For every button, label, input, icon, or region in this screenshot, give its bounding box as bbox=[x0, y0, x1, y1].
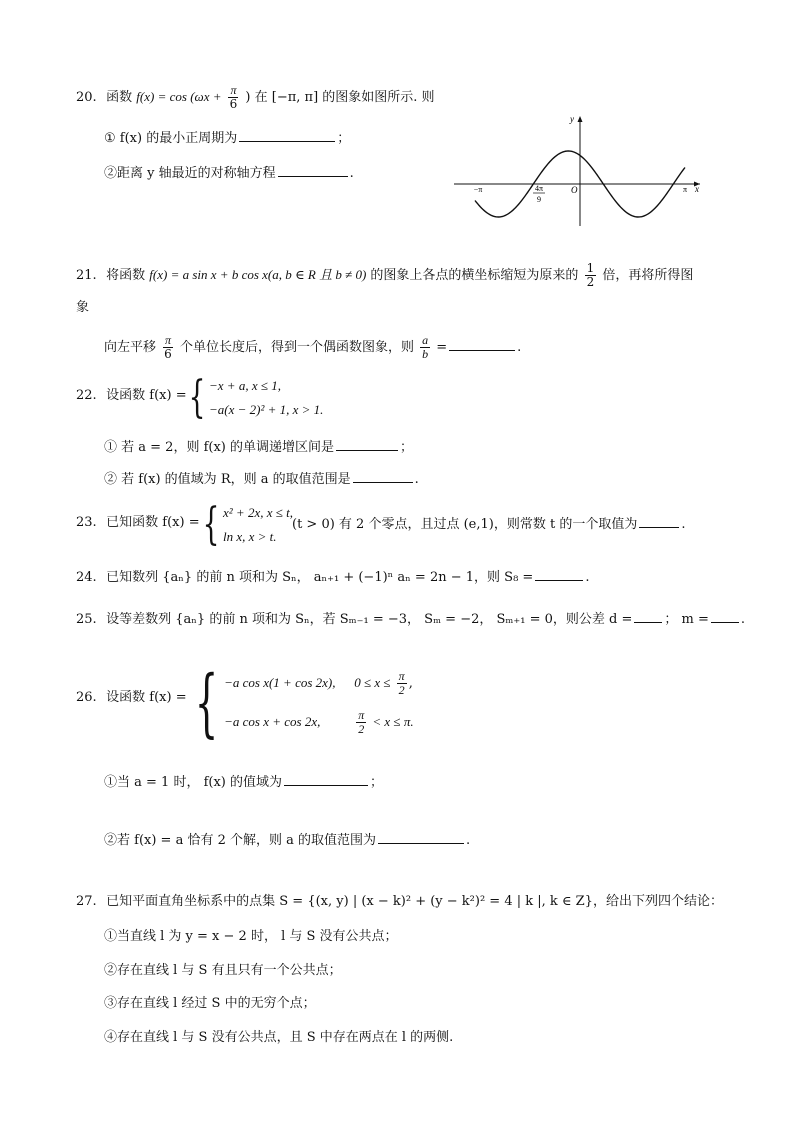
q20-pre: 函数 bbox=[106, 90, 133, 105]
q25-blank-m[interactable] bbox=[711, 609, 739, 623]
q22-pre: 设函数 f(x) = bbox=[106, 388, 187, 403]
q21-number: 21. bbox=[76, 268, 97, 283]
q22-sub2 bbox=[104, 469, 419, 489]
tick-mid-numerator: 4π bbox=[534, 184, 544, 193]
q21-line2-pre: 向左平移 bbox=[104, 340, 157, 355]
q26-cases bbox=[183, 660, 414, 746]
q22-stem bbox=[76, 387, 187, 405]
q20-graph bbox=[450, 112, 710, 232]
q20-post: ) 在 [−π, π] 的图象如图所示. 则 bbox=[245, 90, 435, 105]
tick-right-label: π bbox=[682, 185, 688, 194]
q22-case1: −x + a, x ≤ 1, bbox=[209, 377, 281, 393]
q20-sub1-text: ① f(x) 的最小正周期为 bbox=[104, 131, 238, 146]
q20-sub1-end: ； bbox=[337, 131, 351, 146]
q27-item-2: ②存在直线 l 与 S 有且只有一个公共点； bbox=[104, 963, 342, 978]
q20-sub2 bbox=[104, 163, 354, 183]
q23-case2: ln x, x > t. bbox=[223, 528, 277, 544]
q22-cases bbox=[183, 372, 323, 423]
q20-sub1-blank[interactable] bbox=[239, 128, 335, 142]
q21-stem bbox=[76, 262, 693, 289]
q26-number: 26. bbox=[76, 690, 97, 705]
q23-post-text: (t > 0) 有 2 个零点，且过点 (e,1)，则常数 t 的一个取值为 bbox=[292, 517, 638, 532]
q21-wrap bbox=[76, 299, 89, 317]
q27-item-1: ①当直线 l 为 y = x − 2 时， l 与 S 没有公共点； bbox=[104, 929, 398, 944]
q26-sub1 bbox=[104, 772, 383, 792]
q24-stem bbox=[76, 567, 589, 587]
q25-text: 设等差数列 {aₙ} 的前 n 项和为 Sₙ，若 Sₘ₋₁ = −3， Sₘ = −2， Sₘ₊₁ = 0，则公差 d = bbox=[106, 612, 633, 627]
q23-case1: x² + 2x, x ≤ t, bbox=[223, 504, 293, 520]
q20-sub2-text: ②距离 y 轴最近的对称轴方程 bbox=[104, 166, 276, 181]
q23-number: 23. bbox=[76, 515, 97, 530]
q22-number: 22. bbox=[76, 388, 97, 403]
q25-end: . bbox=[740, 612, 745, 627]
tick-left-label: −π bbox=[473, 185, 483, 194]
q20-stem bbox=[76, 84, 435, 111]
q21-wrap-text: 象 bbox=[76, 300, 90, 315]
tick-mid-denominator: 9 bbox=[537, 195, 541, 204]
q26-pre: 设函数 f(x) = bbox=[106, 690, 187, 705]
q23-post bbox=[292, 514, 685, 534]
q21-equals: = bbox=[436, 340, 448, 355]
q26-sub2-end: . bbox=[466, 833, 471, 848]
q27-item-3: ③存在直线 l 经过 S 中的无穷个点； bbox=[104, 996, 316, 1011]
q25-number: 25. bbox=[76, 612, 97, 627]
q20-func: f(x) = cos (ωx + bbox=[136, 89, 222, 104]
q22-sub1-end: ； bbox=[400, 440, 414, 455]
q23-end: . bbox=[681, 517, 686, 532]
q26-sub1-end: ； bbox=[370, 775, 384, 790]
q21-mid: 的图象上各点的横坐标缩短为原来的 bbox=[370, 268, 579, 283]
origin-label: O bbox=[571, 185, 578, 195]
q26-brace: { bbox=[194, 660, 219, 746]
q27-number: 27. bbox=[76, 894, 97, 909]
q27-text: 已知平面直角坐标系中的点集 S = {(x, y) | (x − k)² + (y − k²)² = 4 | k |, k ∈ Z}，给出下列四个结论： bbox=[106, 894, 723, 909]
x-axis-label: x bbox=[695, 184, 699, 194]
q22-sub2-text: ② 若 f(x) 的值域为 R，则 a 的取值范围是 bbox=[104, 472, 351, 487]
q25-stem bbox=[76, 609, 745, 629]
q26-case1: −a cos x(1 + cos 2x), 0 ≤ x ≤ $\frac{\pi}{2}$ , bbox=[224, 669, 413, 697]
q24-number: 24. bbox=[76, 570, 97, 585]
q21-half-fraction: $\frac{1}{2}$ bbox=[586, 261, 595, 289]
q20-sub2-blank[interactable] bbox=[278, 163, 348, 177]
q25-blank-d[interactable] bbox=[634, 609, 662, 623]
q26-case2: −a cos x + cos 2x, $\frac{\pi}{2}$ < x ≤ π. bbox=[224, 708, 414, 736]
q23-stem bbox=[76, 514, 200, 532]
q26-sub2 bbox=[104, 830, 470, 850]
q26-sub1-blank[interactable] bbox=[284, 772, 368, 786]
q23-brace: { bbox=[202, 499, 220, 550]
q21-shift-fraction: $\frac{\pi}{6}$ bbox=[164, 333, 172, 361]
q20-number: 20. bbox=[76, 90, 97, 105]
q24-blank[interactable] bbox=[535, 567, 583, 581]
q20-fraction: $\frac{\pi}{6}$ bbox=[229, 83, 238, 111]
q25-mid: ； m = bbox=[664, 612, 709, 627]
q21-func: f(x) = a sin x + b cos x(a, b ∈ R 且 b ≠ 0) bbox=[149, 267, 367, 282]
q26-sub2-text: ②若 f(x) = a 恰有 2 个解，则 a 的取值范围为 bbox=[104, 833, 377, 848]
q22-case2: −a(x − 2)² + 1, x > 1. bbox=[209, 401, 324, 417]
q20-sub1 bbox=[104, 128, 350, 148]
q22-brace: { bbox=[188, 372, 206, 423]
q27-item-4: ④存在直线 l 与 S 没有公共点，且 S 中存在两点在 l 的两侧. bbox=[104, 1030, 454, 1045]
q21-line2-mid: 个单位长度后，得到一个偶函数图象，则 bbox=[179, 340, 414, 355]
q21-line2 bbox=[104, 334, 521, 361]
q21-ab-fraction: $\frac{a}{b}$ bbox=[422, 333, 429, 361]
q26-sub2-blank[interactable] bbox=[378, 830, 464, 844]
q23-pre: 已知函数 f(x) = bbox=[106, 515, 200, 530]
q23-blank[interactable] bbox=[639, 514, 679, 528]
q21-blank[interactable] bbox=[449, 337, 515, 351]
q21-end: . bbox=[517, 340, 522, 355]
q24-end: . bbox=[585, 570, 590, 585]
q20-sub2-end: . bbox=[349, 166, 354, 181]
q22-sub1 bbox=[104, 437, 413, 457]
q22-sub1-text: ① 若 a = 2，则 f(x) 的单调递增区间是 bbox=[104, 440, 334, 455]
q26-stem bbox=[76, 689, 187, 707]
q24-text: 已知数列 {aₙ} 的前 n 项和为 Sₙ， aₙ₊₁ + (−1)ⁿ aₙ = 2n − 1，则 S₈ = bbox=[106, 570, 534, 585]
y-axis-label: y bbox=[570, 114, 574, 124]
q22-sub1-blank[interactable] bbox=[336, 437, 398, 451]
q21-post: 倍，再将所得图 bbox=[602, 268, 694, 283]
q26-sub1-text: ①当 a = 1 时， f(x) 的值域为 bbox=[104, 775, 282, 790]
q22-sub2-blank[interactable] bbox=[353, 469, 413, 483]
q22-sub2-end: . bbox=[414, 472, 419, 487]
q27-stem bbox=[76, 893, 723, 911]
q21-pre: 将函数 bbox=[106, 268, 146, 283]
q23-cases bbox=[197, 499, 293, 550]
y-axis-arrow-icon bbox=[578, 116, 583, 122]
